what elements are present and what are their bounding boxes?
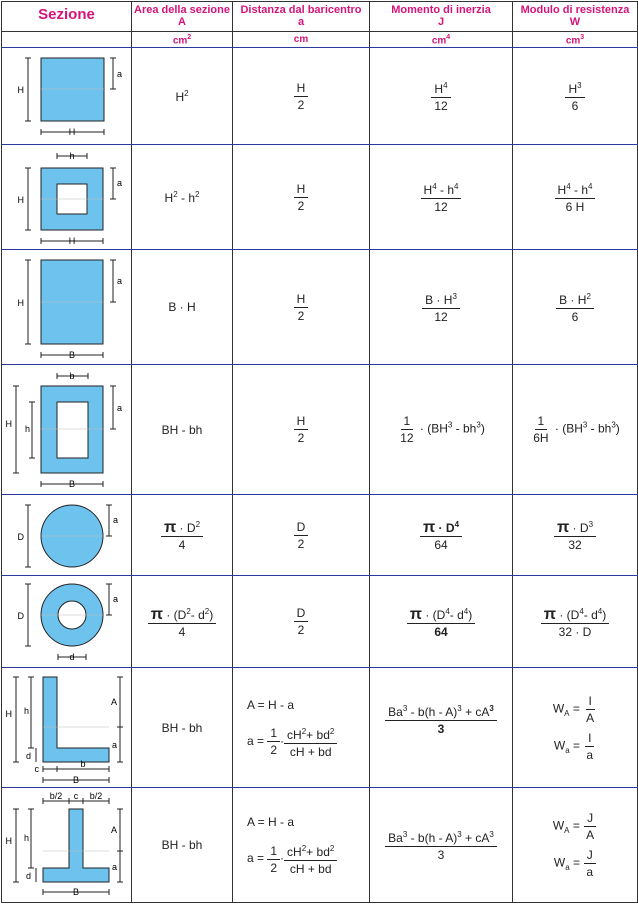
r7-area: BH - bh	[132, 668, 233, 788]
t-section-figure	[2, 788, 132, 903]
r2-inertia: $\frac{H^4 - h^4}{12}$	[370, 145, 513, 250]
r6-inertia: $\frac{\pi \cdot (D^4- d^4)}{64}$	[370, 576, 513, 668]
hollow-square-figure	[2, 145, 132, 250]
l-section-figure	[2, 668, 132, 788]
svg-text:a: a	[116, 68, 122, 79]
r3-inertia: $\frac{B \cdot H^3}{12}$	[370, 250, 513, 365]
row-ring	[2, 576, 638, 668]
svg-text:H: H	[68, 235, 75, 246]
row-square	[2, 48, 638, 145]
svg-text:c: c	[34, 763, 39, 774]
svg-text:h: h	[68, 150, 75, 161]
svg-text:D: D	[17, 531, 24, 542]
r1-modulus: $\frac{H^3}{6}$	[513, 48, 638, 145]
circle-figure	[2, 495, 132, 576]
svg-text:A: A	[110, 696, 117, 707]
r8-distance: A = H - a a = $\frac{1}{2}$ · $\frac{cH^2+ bd^2}{cH + bd}$	[233, 788, 370, 903]
header-sezione: Sezione	[2, 2, 132, 32]
r8-area: BH - bh	[132, 788, 233, 903]
r6-modulus: $\frac{\pi \cdot (D^4- d^4)}{32 \cdot D}$	[513, 576, 638, 668]
r5-inertia: $\frac{\pi \cdot D^4}{64}$	[370, 495, 513, 576]
svg-text:D: D	[17, 610, 24, 621]
r2-area: $H^2 - h^2$	[132, 145, 233, 250]
svg-text:b: b	[68, 370, 75, 381]
r4-distance: $\frac{H}{2}$	[233, 365, 370, 495]
r3-area: B · H	[132, 250, 233, 365]
square-section-figure	[2, 48, 132, 145]
svg-text:B: B	[68, 478, 75, 489]
header-modulus: Modulo di resistenza W	[513, 2, 638, 32]
svg-text:h: h	[23, 705, 29, 716]
r5-distance: $\frac{D}{2}$	[233, 495, 370, 576]
svg-text:h: h	[24, 423, 30, 434]
svg-text:H: H	[17, 194, 24, 205]
svg-text:A: A	[110, 824, 117, 835]
svg-text:a: a	[111, 861, 117, 872]
r7-modulus: $W_A$ = $\frac{I}{A}$ $W_a$ = $\frac{I}{a}$	[513, 668, 638, 788]
svg-text:a: a	[116, 275, 122, 286]
row-t-section	[2, 788, 638, 903]
svg-text:b: b	[79, 758, 86, 769]
r3-distance: $\frac{H}{2}$	[233, 250, 370, 365]
svg-text:h: h	[23, 832, 29, 843]
r8-inertia: $\frac{Ba^3 - b(h - A)^3 + cA^3}{3}$	[370, 788, 513, 903]
svg-text:a: a	[116, 402, 122, 413]
row-l-section	[2, 668, 638, 788]
svg-text:d: d	[68, 651, 75, 662]
svg-text:H: H	[5, 835, 12, 846]
r4-area: BH - bh	[132, 365, 233, 495]
r2-distance: $\frac{H}{2}$	[233, 145, 370, 250]
r6-area: $\frac{\pi \cdot (D^2- d^2)}{4}$	[132, 576, 233, 668]
units-empty	[2, 32, 132, 48]
unit-inertia: $cm^4$	[370, 32, 513, 48]
svg-text:a: a	[112, 514, 118, 525]
r1-area: $H^2$	[132, 48, 233, 145]
ring-figure	[2, 576, 132, 668]
header-area: Area della sezione A	[132, 2, 233, 32]
svg-text:H: H	[68, 126, 75, 137]
unit-modulus: $cm^3$	[513, 32, 638, 48]
r7-distance: A = H - a a = $\frac{1}{2}$ · $\frac{cH^2+ bd^2}{cH + bd}$	[233, 668, 370, 788]
svg-text:a: a	[112, 593, 118, 604]
r8-modulus: $W_A$ = $\frac{J}{A}$ $W_a$ = $\frac{J}{a}$	[513, 788, 638, 903]
r2-modulus: $\frac{H^4 - h^4}{6 H}$	[513, 145, 638, 250]
row-rectangle	[2, 250, 638, 365]
unit-distance: cm	[233, 32, 370, 48]
hollow-rectangle-figure	[2, 365, 132, 495]
header-inertia: Momento di inerzia J	[370, 2, 513, 32]
r1-inertia: $\frac{H^4}{12}$	[370, 48, 513, 145]
section-properties-table	[1, 1, 638, 903]
svg-text:b/2: b/2	[89, 790, 102, 801]
r3-modulus: $\frac{B \cdot H^2}{6}$	[513, 250, 638, 365]
r7-inertia: $\frac{Ba^3 - b(h - A)^3 + cA^3}{3}$	[370, 668, 513, 788]
svg-text:c: c	[73, 790, 78, 801]
row-hollow-rectangle	[2, 365, 638, 495]
rectangle-figure	[2, 250, 132, 365]
row-hollow-square	[2, 145, 638, 250]
svg-text:d: d	[25, 750, 31, 761]
r1-distance: $\frac{H}{2}$	[233, 48, 370, 145]
svg-text:H: H	[5, 418, 12, 429]
svg-text:B: B	[72, 886, 79, 897]
r4-inertia: $\frac{1}{12}$ · $(BH^3 - bh^3)$	[370, 365, 513, 495]
svg-text:B: B	[68, 349, 75, 360]
svg-text:H: H	[17, 84, 24, 95]
r6-distance: $\frac{D}{2}$	[233, 576, 370, 668]
header-distance: Distanza dal baricentro a	[233, 2, 370, 32]
row-circle	[2, 495, 638, 576]
svg-text:a: a	[116, 177, 122, 188]
svg-text:B: B	[72, 774, 79, 785]
r5-modulus: $\frac{\pi \cdot D^3}{32}$	[513, 495, 638, 576]
svg-text:d: d	[25, 870, 31, 881]
r4-modulus: $\frac{1}{6H}$ · $(BH^3 - bh^3)$	[513, 365, 638, 495]
svg-text:a: a	[111, 739, 117, 750]
svg-text:H: H	[17, 297, 24, 308]
r5-area: $\frac{\pi \cdot D^2}{4}$	[132, 495, 233, 576]
unit-area: $cm^2$	[132, 32, 233, 48]
svg-text:H: H	[5, 708, 12, 719]
svg-text:b/2: b/2	[49, 790, 62, 801]
